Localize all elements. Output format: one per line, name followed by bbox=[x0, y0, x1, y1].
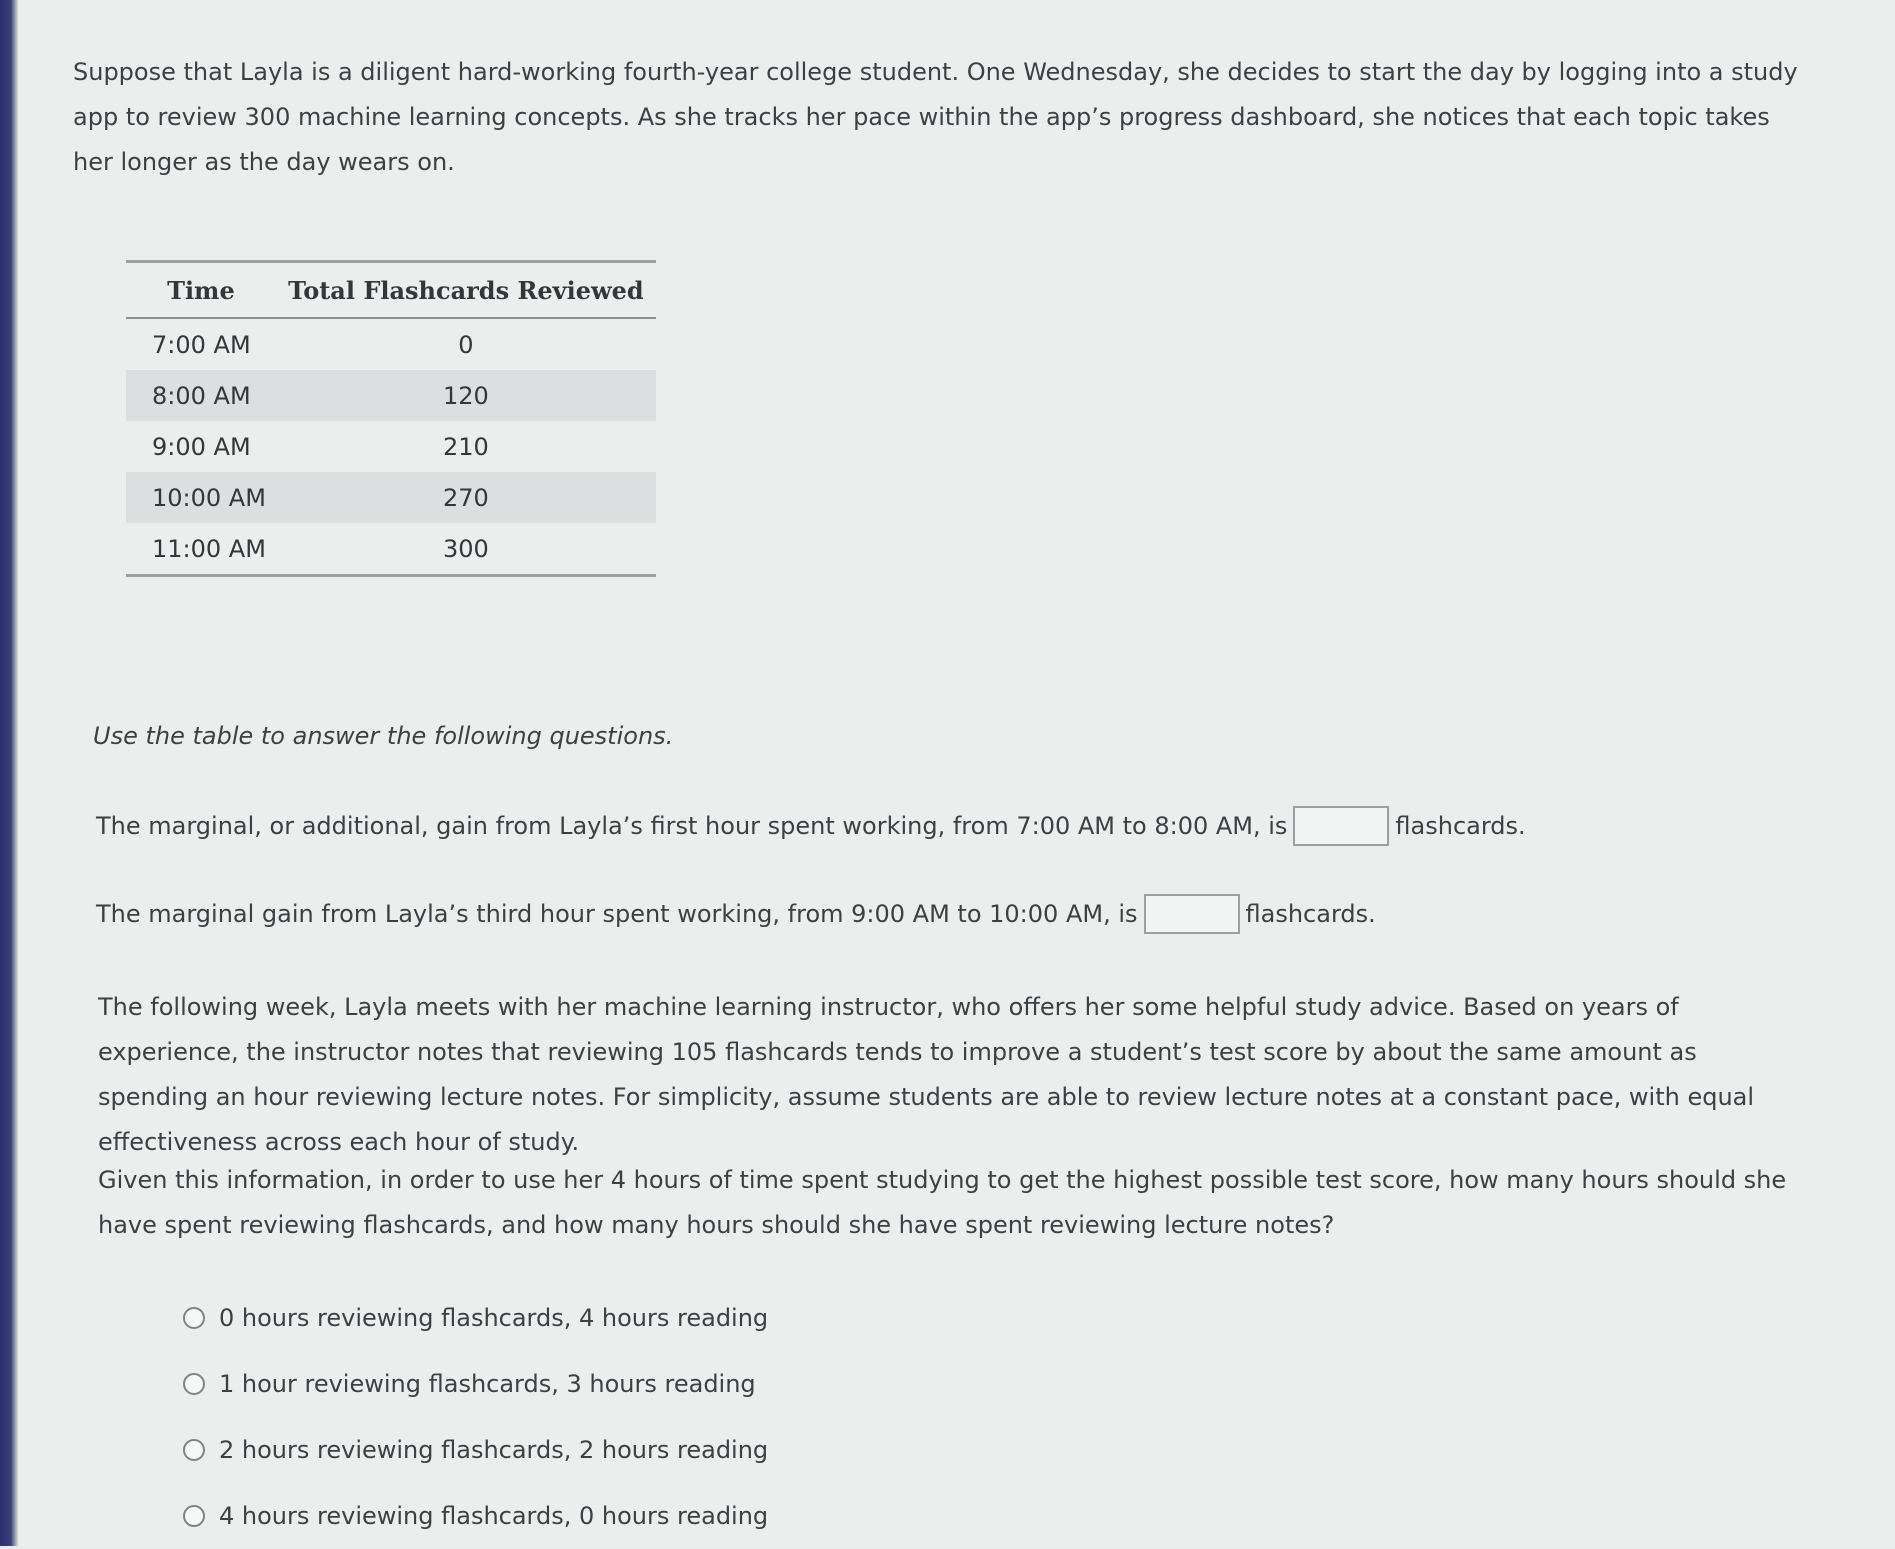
time-cell: 10:00 AM bbox=[126, 472, 276, 523]
question-third-hour-text: The marginal gain from Layla’s third hour spent working, from 9:00 AM to 10:00 AM, is bbox=[96, 900, 1138, 928]
radio-button[interactable] bbox=[183, 1505, 205, 1527]
flashcards-table bbox=[126, 260, 656, 577]
problem-page bbox=[18, 0, 1895, 1546]
instructions-text: Use the table to answer the following questions. bbox=[93, 722, 674, 750]
option-label: 1 hour reviewing flashcards, 3 hours reading bbox=[219, 1370, 756, 1398]
allocation-question: Given this information, in order to use her 4 hours of time spent studying to get the highest possible test score, how many hours should she have spent reviewing flashcards, and how many hours should she have spent reviewing lecture notes? bbox=[98, 1166, 1787, 1239]
total-cell: 300 bbox=[443, 534, 489, 563]
answer-options bbox=[183, 1285, 768, 1549]
option-1-flashcard-hour[interactable] bbox=[183, 1351, 768, 1417]
table-row bbox=[126, 472, 656, 523]
total-cell: 120 bbox=[276, 370, 656, 421]
question-first-hour-unit: flashcards. bbox=[1395, 812, 1526, 840]
table-row bbox=[126, 318, 656, 370]
question-third-hour bbox=[96, 894, 1376, 934]
question-first-hour bbox=[96, 806, 1526, 846]
option-0-flashcard-hours[interactable] bbox=[183, 1285, 768, 1351]
option-label: 4 hours reviewing flashcards, 0 hours reading bbox=[219, 1502, 769, 1530]
left-edge-bar bbox=[0, 0, 18, 1546]
time-cell: 11:00 AM bbox=[152, 534, 266, 563]
column-header-total: Total Flashcards Reviewed bbox=[276, 262, 656, 319]
intro-paragraph: Suppose that Layla is a diligent hard-working fourth-year college student. One Wednesday, she decides to start the day by logging into a study app to review 300 machine learning concepts. As she tracks her pace within the app’s progress dashboard, she notices that each topic takes her longer as the day wears on. bbox=[73, 58, 1798, 176]
table-header-row bbox=[126, 262, 656, 319]
option-label: 2 hours reviewing flashcards, 2 hours reading bbox=[219, 1436, 769, 1464]
radio-button[interactable] bbox=[183, 1439, 205, 1461]
column-header-time: Time bbox=[126, 262, 276, 319]
total-cell: 210 bbox=[443, 432, 489, 461]
table-row bbox=[126, 370, 656, 421]
radio-button[interactable] bbox=[183, 1373, 205, 1395]
time-cell: 9:00 AM bbox=[152, 432, 251, 461]
table-row bbox=[126, 523, 656, 576]
question-first-hour-text: The marginal, or additional, gain from Layla’s first hour spent working, from 7:00 AM to 8:00 AM, is bbox=[96, 812, 1288, 840]
option-label: 0 hours reviewing flashcards, 4 hours reading bbox=[219, 1304, 769, 1332]
radio-button[interactable] bbox=[183, 1307, 205, 1329]
time-cell: 7:00 AM bbox=[152, 330, 251, 359]
option-4-flashcard-hours[interactable] bbox=[183, 1483, 768, 1549]
total-cell: 0 bbox=[458, 330, 474, 359]
advice-paragraph: The following week, Layla meets with her machine learning instructor, who offers her some helpful study advice. Based on years of experience, the instructor notes that reviewing 105 flashcards tends to improve a student’s test score by about the same amount as spending an hour reviewing lecture notes. For simplicity, assume students are able to review lecture notes at a constant pace, with equal effectiveness across each hour of study. bbox=[98, 993, 1755, 1156]
question-third-hour-unit: flashcards. bbox=[1245, 900, 1376, 928]
first-hour-answer-input[interactable] bbox=[1293, 806, 1389, 846]
table-row bbox=[126, 421, 656, 472]
total-cell: 270 bbox=[276, 472, 656, 523]
option-2-flashcard-hours[interactable] bbox=[183, 1417, 768, 1483]
third-hour-answer-input[interactable] bbox=[1144, 894, 1240, 934]
time-cell: 8:00 AM bbox=[126, 370, 276, 421]
